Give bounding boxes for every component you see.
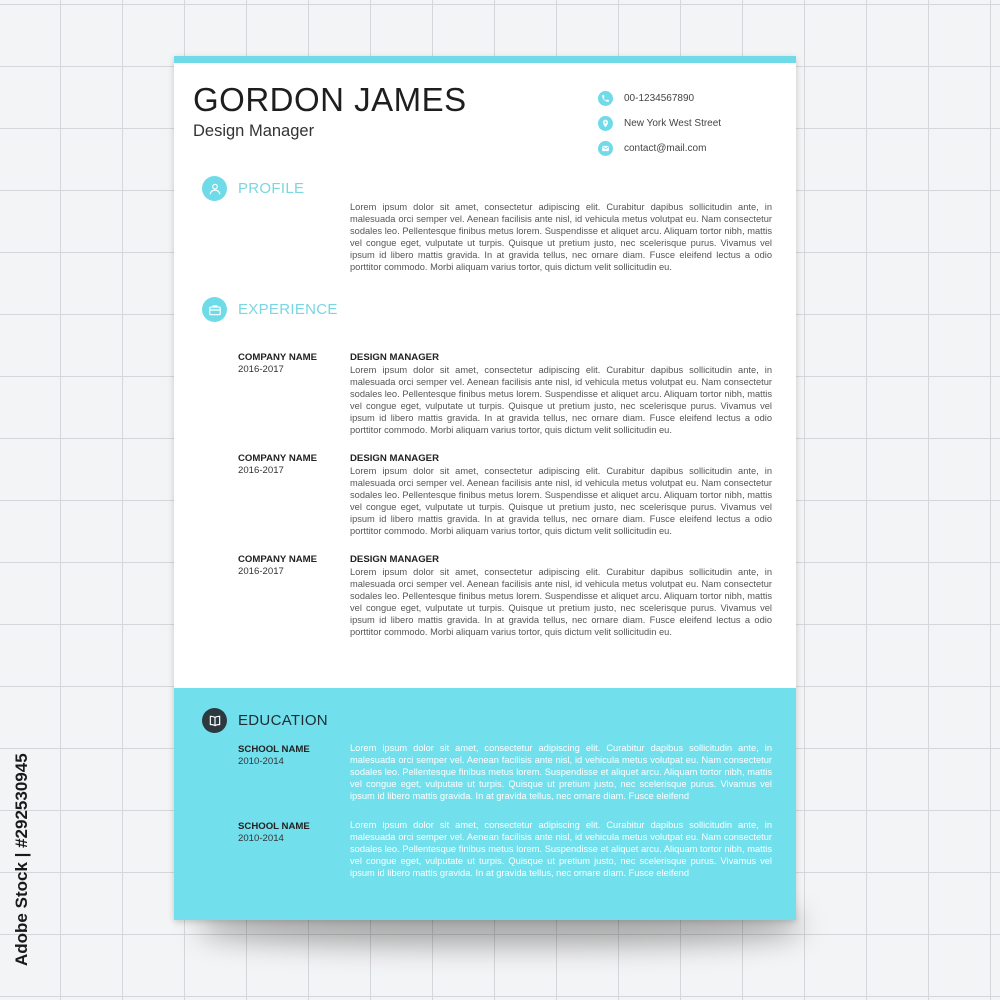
education-item-2-meta	[238, 821, 310, 844]
experience-item-3-meta	[238, 554, 317, 577]
phone-icon	[598, 91, 613, 106]
experience-item-2-body	[350, 453, 772, 538]
candidate-name: GORDON JAMES	[193, 81, 467, 118]
contact-address-text: New York West Street	[624, 118, 722, 129]
profile-text: Lorem ipsum dolor sit amet, consectetur adipiscing elit. Curabitur dapibus sollicitudin ante, in malesuada orci semper vel. Aenean facilisis ante nisl, id vehicula metus volutpat eu. Nam consectetur sodales leo. Pellentesque finibus metus lorem. Suspendisse et aliquet arcu. Aliquam tortor nibh, mattis vel congue eget, vulputate ut turpis. Quisque ut pretium justo, nec scelerisque purus. Vivamus vel ipsum id libero mattis gravida. In at gravida tellus, nec ornare diam. Fusce eleifend lectus a odio porttitor commodo. Morbi aliquam varius tortor, quis dictum velit sollicitudin eu.	[350, 202, 772, 273]
position-description: Lorem ipsum dolor sit amet, consectetur adipiscing elit. Curabitur dapibus sollicitudin ante, in malesuada orci semper vel. Aenean facilisis ante nisl, id vehicula metus volutpat eu. Nam consectetur sodales leo. Pellentesque finibus metus lorem. Suspendisse et aliquet arcu. Aliquam tortor nibh, mattis vel congue eget, vulputate ut turpis. Quisque ut pretium justo, nec scelerisque purus. Vivamus vel ipsum id libero mattis gravida. In at gravida tellus, nec ornare diam. Fusce eleifend lectus a odio porttitor commodo. Morbi aliquam varius tortor, quis dictum velit sollicitudin eu.	[350, 365, 772, 436]
user-icon	[202, 176, 227, 201]
school-name: SCHOOL NAME	[238, 821, 310, 832]
experience-section-header	[202, 297, 338, 322]
education-band	[174, 688, 796, 920]
school-years: 2010-2014	[238, 756, 284, 767]
experience-item-2-meta	[238, 453, 317, 476]
company-name: COMPANY NAME	[238, 453, 318, 464]
experience-item-3-body	[350, 554, 772, 639]
education-item-1-text: Lorem ipsum dolor sit amet, consectetur adipiscing elit. Curabitur dapibus sollicitudin ante, in malesuada orci semper vel. Aenean facilisis ante nisl, id vehicula metus volutpat eu. Nam consectetur sodales leo. Pellentesque finibus metus lorem. Suspendisse et aliquet arcu. Aliquam tortor nibh, mattis vel congue eget, vulputate ut turpis. Quisque ut pretium justo, nec scelerisque purus. Vivamus vel ipsum id libero mattis gravida. In at gravida tellus, nec ornare diam. Fusce eleifend	[350, 743, 772, 802]
profile-section-header	[202, 176, 304, 201]
position-title: DESIGN MANAGER	[350, 554, 440, 565]
briefcase-icon	[202, 297, 227, 322]
stock-id-vertical-text: Adobe Stock | #292530945	[12, 753, 31, 966]
contact-list	[598, 86, 721, 161]
company-years: 2016-2017	[238, 566, 284, 577]
experience-item-1-body	[350, 352, 772, 437]
company-name: COMPANY NAME	[238, 554, 318, 565]
location-pin-icon	[598, 116, 613, 131]
candidate-role: Design Manager	[193, 122, 315, 140]
company-years: 2016-2017	[238, 364, 284, 375]
contact-email	[598, 136, 721, 161]
top-accent-bar	[174, 56, 796, 63]
profile-title: PROFILE	[238, 180, 305, 197]
position-title: DESIGN MANAGER	[350, 352, 440, 363]
company-name: COMPANY NAME	[238, 352, 318, 363]
resume-page	[174, 56, 796, 920]
education-title: EDUCATION	[238, 712, 328, 729]
contact-phone	[598, 86, 721, 111]
education-section-header	[202, 708, 328, 733]
contact-phone-text: 00-1234567890	[624, 93, 695, 104]
open-book-icon	[202, 708, 227, 733]
school-years: 2010-2014	[238, 833, 284, 844]
school-name: SCHOOL NAME	[238, 744, 310, 755]
position-description: Lorem ipsum dolor sit amet, consectetur adipiscing elit. Curabitur dapibus sollicitudin ante, in malesuada orci semper vel. Aenean facilisis ante nisl, id vehicula metus volutpat eu. Nam consectetur sodales leo. Pellentesque finibus metus lorem. Suspendisse et aliquet arcu. Aliquam tortor nibh, mattis vel congue eget, vulputate ut turpis. Quisque ut pretium justo, nec scelerisque purus. Vivamus vel ipsum id libero mattis gravida. In at gravida tellus, nec ornare diam. Fusce eleifend lectus a odio porttitor commodo. Morbi aliquam varius tortor, quis dictum velit sollicitudin eu.	[350, 466, 772, 537]
contact-email-text: contact@mail.com	[624, 143, 707, 154]
experience-title: EXPERIENCE	[238, 301, 338, 318]
education-item-2-text: Lorem ipsum dolor sit amet, consectetur adipiscing elit. Curabitur dapibus sollicitudin ante, in malesuada orci semper vel. Aenean facilisis ante nisl, id vehicula metus volutpat eu. Nam consectetur sodales leo. Pellentesque finibus metus lorem. Suspendisse et aliquet arcu. Aliquam tortor nibh, mattis vel congue eget, vulputate ut turpis. Quisque ut pretium justo, nec scelerisque purus. Vivamus vel ipsum id libero mattis gravida. In at gravida tellus, nec ornare diam. Fusce eleifend	[350, 820, 772, 879]
company-years: 2016-2017	[238, 465, 284, 476]
position-title: DESIGN MANAGER	[350, 453, 440, 464]
position-description: Lorem ipsum dolor sit amet, consectetur adipiscing elit. Curabitur dapibus sollicitudin ante, in malesuada orci semper vel. Aenean facilisis ante nisl, id vehicula metus volutpat eu. Nam consectetur sodales leo. Pellentesque finibus metus lorem. Suspendisse et aliquet arcu. Aliquam tortor nibh, mattis vel congue eget, vulputate ut turpis. Quisque ut pretium justo, nec scelerisque purus. Vivamus vel ipsum id libero mattis gravida. In at gravida tellus, nec ornare diam. Fusce eleifend lectus a odio porttitor commodo. Morbi aliquam varius tortor, quis dictum velit sollicitudin eu.	[350, 567, 772, 638]
education-item-1-meta	[238, 744, 310, 767]
envelope-icon	[598, 141, 613, 156]
experience-item-1-meta	[238, 352, 317, 375]
contact-address	[598, 111, 721, 136]
